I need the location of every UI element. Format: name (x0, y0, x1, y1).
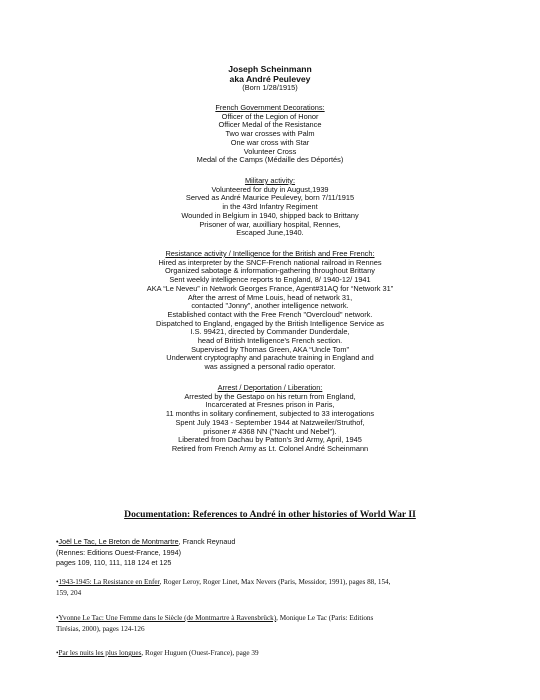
reference-title: Yvonne Le Tac: Une Femme dans le Siècle (de Montmartre à Ravensbrück) (58, 614, 277, 622)
reference-item (56, 577, 496, 598)
section-line: contacted "Jonny", another intelligence network. (191, 301, 349, 311)
reference-title: 1943-1945: La Resistance en Enfer (58, 578, 160, 586)
section-heading: French Government Decorations: (215, 103, 325, 112)
birth-date: (Born 1/28/1915) (242, 83, 298, 92)
section-line: After the arrest of Mme Louis, head of network 31, (187, 292, 353, 302)
section-line: prisoner # 4368 NN ("Nacht und Nebel"). (203, 426, 337, 436)
section-line: Arrested by the Gestapo on his return from England, (184, 391, 356, 401)
section-line: Served as André Maurice Peulevey, born 7/11/1915 (185, 193, 355, 203)
section-line: One war cross with Star (230, 137, 310, 147)
section-line: Underwent cryptography and parachute training in England and (166, 353, 374, 363)
section-heading: Arrest / Deportation / Liberation: (217, 383, 323, 392)
section-line: in the 43rd Infantry Regiment (222, 202, 318, 212)
military-section (70, 177, 470, 238)
section-line: I.S. 99421, directed by Commander Dunderdale, (190, 327, 350, 337)
reference-details-line: 159, 204 (56, 588, 82, 597)
section-line: Officer of the Legion of Honor (221, 111, 319, 121)
section-line: Liberated from Dachau by Patton's 3rd Army, April, 1945 (178, 435, 362, 445)
reference-details-line: pages 109, 110, 111, 118 124 et 125 (56, 558, 172, 567)
reference-details: , Monique Le Tac (Paris: Editions (276, 614, 374, 622)
section-line: Volunteered for duty in August,1939 (211, 184, 329, 194)
section-line: Officer Medal of the Resistance (218, 120, 322, 130)
reference-details: , Franck Reynaud (178, 537, 236, 546)
section-line: Retired from French Army as Lt. Colonel André Scheinmann (171, 443, 369, 453)
reference-item (56, 648, 496, 659)
section-line: Dispatched to England, engaged by the British Intelligence Service as (155, 318, 385, 328)
decorations-section (70, 104, 470, 165)
reference-details: , Roger Leroy, Roger Linet, Max Nevers (Paris, Messidor, 1991), pages 88, 154, (159, 578, 391, 586)
section-line: was assigned a personal radio operator. (204, 362, 336, 372)
bullet: • (56, 578, 59, 586)
reference-item (56, 613, 496, 634)
section-line: Organized sabotage & information-gathering throughout Brittany (165, 266, 375, 276)
section-line: Sent weekly intelligence reports to England, 8/ 1940-12/ 1941 (169, 275, 371, 285)
section-line: Two war crosses with Palm (225, 129, 315, 139)
section-line: Escaped June,1940. (236, 228, 304, 238)
section-line: head of British Intelligence's French section. (197, 336, 343, 346)
reference-details-line: (Rennes: Editions Ouest-France, 1994) (56, 547, 182, 557)
bio-header (70, 64, 470, 93)
section-line: Spent July 1943 - September 1944 at Natzweiler/Struthof, (175, 417, 365, 427)
person-name: Joseph Scheinmann (228, 64, 312, 74)
section-line: Volunteer Cross (243, 146, 297, 156)
resistance-section (70, 250, 470, 372)
bullet: • (56, 614, 59, 622)
reference-details-line: Tirésias, 2000), pages 124-126 (56, 624, 145, 633)
section-line: Medal of the Camps (Médaille des Déportés) (196, 155, 344, 165)
section-line: Wounded in Belgium in 1940, shipped back to Brittany (181, 210, 359, 220)
section-line: 11 months in solitary confinement, subjected to 33 interogations (165, 409, 375, 419)
bullet: • (56, 537, 59, 546)
reference-details: , Roger Huguen (Ouest-France), page 39 (141, 649, 259, 657)
bullet: • (56, 649, 59, 657)
section-line: Incarcerated at Fresnes prison in Paris, (205, 400, 335, 410)
documentation-title: Documentation: References to André in other histories of World War II (124, 509, 416, 520)
section-line: Prisoner of war, auxilliary hospital, Rennes, (199, 219, 341, 229)
section-line: Supervised by Thomas Green, AKA “Uncle Tom” (191, 344, 349, 354)
section-heading: Resistance activity / Intelligence for the British and Free French: (165, 249, 375, 258)
reference-item (56, 537, 496, 569)
section-heading: Military activity: (244, 176, 296, 185)
section-line: Established contact with the Free French "Overcloud" network. (167, 309, 373, 319)
person-alias: aka André Peulevey (229, 74, 311, 84)
arrest-section (70, 384, 470, 454)
reference-title: Par les nuits les plus longues (58, 649, 142, 657)
section-line: AKA “Le Neveu” in Network Georges France, Agent#31AQ for “Network 31” (146, 283, 394, 293)
section-line: Hired as interpreter by the SNCF-French national railroad in Rennes (158, 257, 382, 267)
reference-title: Joël Le Tac, Le Breton de Montmartre (58, 537, 179, 546)
